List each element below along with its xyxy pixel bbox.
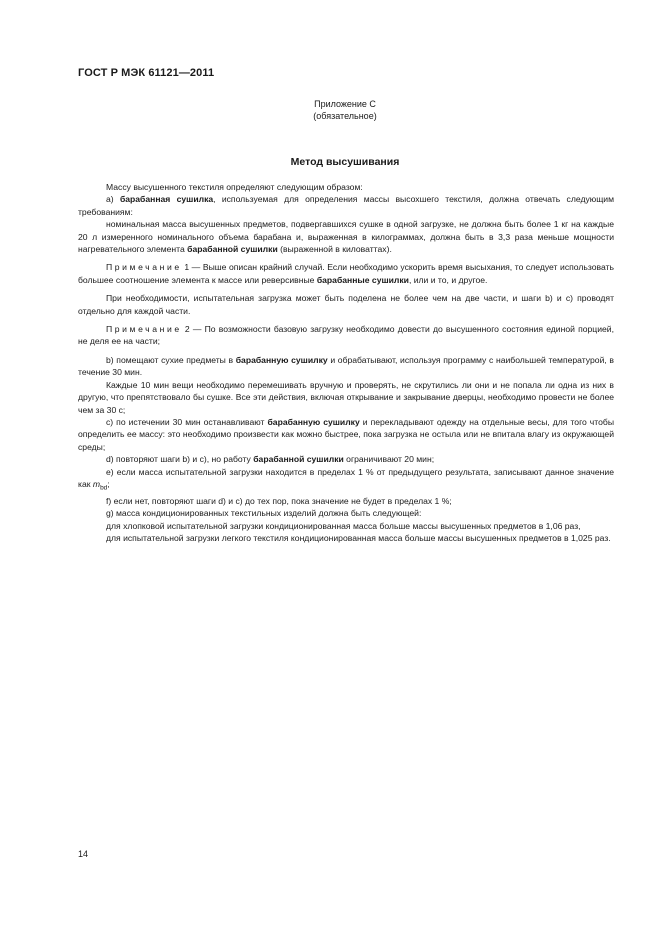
page-number: 14 [78,849,89,859]
paragraph-f: f) если нет, повторяют шаги d) и c) до тех пор, пока значение не будет в пределах 1 %; [106,496,452,507]
paragraph-e: e) если масса испытательной загрузки находится в пределах 1 % от предыдущего результата, записывают данное значение как $m_{bd}$; [78,466,614,492]
paragraph-g: g) масса кондиционированных текстильных изделий должна быть следующей: [106,508,422,519]
note-2: Примечание 2 — По возможности базовую загрузку необходимо довести до высушенного состояния единой порцией, не деля ее на части; [78,324,614,347]
paragraph-d: d) повторяют шаги b) и c), но работу барабанной сушилки ограничивают 20 мин; [106,454,435,465]
paragraph-stirring: Каждые 10 мин вещи необходимо перемешивать вручную и проверять, не скрутились ли они и не попала ли одна из них в другую, что препятствовало бы сушке. Все эти действия, включая открывание и закрывание дверцы, необходимо провести не более чем за 30 с; [78,379,614,415]
annex-title: Приложение С [314,99,376,109]
paragraph-intro: Массу высушенного текстиля определяют следующим образом: [106,182,363,192]
paragraph-c: c) по истечении 30 мин останавливают барабанную сушилку и перекладывают одежду на отдельные весы, для того чтобы определить ее массу: это необходимо произвести как можно быстрее, пока загрузка не остыла или не впитала влагу из окружающей среды; [78,416,615,452]
annex-heading [300,98,390,122]
body-text [78,181,614,545]
paragraph-cotton: для хлопковой испытательной загрузки кондиционированная масса больше массы высушенных предметов в 1,06 раз, [106,520,581,531]
paragraph-light-textile: для испытательной загрузки легкого текстиля кондиционированная масса больше массы высушенных предметов в 1,025 раз. [106,533,611,544]
paragraph-b: b) помещают сухие предметы в барабанную сушилку и обрабатывают, используя программу с наибольшей температурой, в течение 30 мин. [78,354,614,378]
paragraph-a: а) барабанная сушилка, используемая для определения массы высохшего текстиля, должна отвечать следующим требованиям: [78,194,614,217]
note-1: Примечание 1 — Выше описан крайний случай. Если необходимо ускорить время высыхания, то следует использовать большее соотношение элемента к массе или реверсивные барабанные сушилки, или и то, и другое. [78,262,614,285]
standard-code: ГОСТ Р МЭК 61121—2011 [78,67,215,79]
section-title: Метод высушивания [290,156,400,168]
paragraph-split-load: При необходимости, испытательная загрузка может быть поделена не более чем на две части, и шаги b) и c) проводят отдельно для каждой части. [78,293,614,316]
paragraph-nominal-mass: номинальная масса высушенных предметов, подвергавшихся сушке в одной загрузке, не должна быть более 1 кг на каждые 20 л измеренного номинального объема барабана и, выраженная в килограммах, должна быть в 3,3 раза меньше мощности нагревательного элемента барабанной сушилки (выраженной в киловаттах). [78,219,614,255]
annex-status: (обязательное) [313,111,377,121]
